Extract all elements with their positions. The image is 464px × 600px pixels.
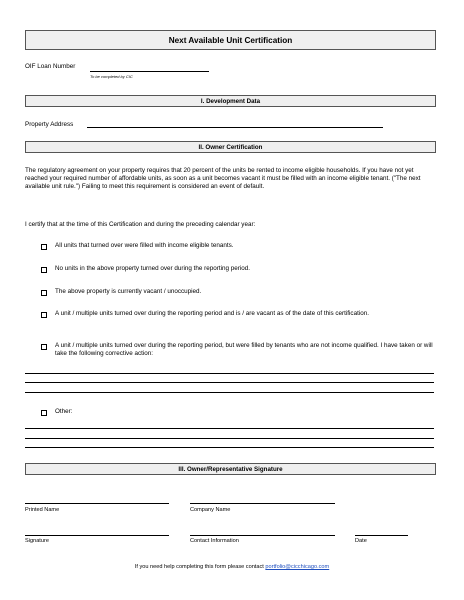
company-name-label: Company Name — [190, 507, 231, 513]
other-line-2[interactable] — [25, 438, 434, 439]
footer-help-text: If you need help completing this form please contact — [134, 564, 264, 570]
certify-statement: I certify that at the time of this Certification and during the preceding calendar year: — [25, 221, 256, 228]
signature-line[interactable] — [25, 535, 169, 536]
section-signature-title: III. Owner/Representative Signature — [178, 465, 283, 473]
loan-number-field[interactable] — [90, 71, 209, 72]
option-1-checkbox[interactable] — [41, 244, 47, 250]
option-3-checkbox[interactable] — [41, 290, 47, 296]
loan-number-label: OIF Loan Number — [25, 63, 76, 70]
option-2-checkbox[interactable] — [41, 267, 47, 273]
printed-name-line[interactable] — [25, 503, 169, 504]
option-5-checkbox[interactable] — [41, 344, 47, 350]
other-line-3[interactable] — [25, 447, 434, 448]
regulatory-paragraph: The regulatory agreement on your property requires that 20 percent of the units be rented to income eligible households. If you have not yet reached your required number of affordable units, as soon as a unit becomes vacant it must be filled with an income eligible tenant. ("The next available unit rule.") Failing to meet this requirement is considered an event of default. — [25, 167, 421, 191]
option-4-checkbox[interactable] — [41, 312, 47, 318]
printed-name-label: Printed Name — [25, 507, 60, 513]
other-label: Other: — [55, 408, 73, 415]
signature-label: Signature — [25, 538, 49, 544]
other-line-1[interactable] — [25, 428, 434, 429]
section-development-title: I. Development Data — [200, 97, 261, 105]
company-name-line[interactable] — [190, 503, 335, 504]
form-title — [25, 30, 436, 50]
corrective-action-line-2[interactable] — [25, 382, 434, 383]
footer-email-link[interactable]: portfolio@cicchicago.com — [265, 564, 330, 570]
option-4-label: A unit / multiple units turned over during the reporting period and is / are vacant as of the date of this certification. — [55, 310, 369, 317]
section-owner-cert-title: II. Owner Certification — [198, 143, 263, 151]
property-address-label: Property Address — [25, 121, 74, 128]
section-owner-cert-header — [25, 141, 436, 153]
date-line[interactable] — [355, 535, 408, 536]
date-label: Date — [355, 538, 367, 544]
property-address-field[interactable] — [87, 127, 383, 128]
footer-help — [0, 564, 464, 570]
option-5-label: A unit / multiple units turned over during the reporting period, but were filled by tenants who are not income qualified. I have taken or will take the following corrective action: — [55, 342, 433, 358]
section-development-header — [25, 95, 436, 107]
contact-information-line[interactable] — [190, 535, 335, 536]
option-3-label: The above property is currently vacant / unoccupied. — [55, 288, 202, 295]
section-signature-header — [25, 463, 436, 475]
other-checkbox[interactable] — [41, 410, 47, 416]
contact-information-label: Contact Information — [190, 538, 239, 544]
loan-number-note: To be completed by CIC — [90, 74, 133, 79]
corrective-action-line-3[interactable] — [25, 392, 434, 393]
option-1-label: All units that turned over were filled with income eligible tenants. — [55, 242, 234, 249]
form-title-text: Next Available Unit Certification — [168, 35, 293, 45]
option-2-label: No units in the above property turned over during the reporting period. — [55, 265, 250, 272]
corrective-action-line-1[interactable] — [25, 373, 434, 374]
